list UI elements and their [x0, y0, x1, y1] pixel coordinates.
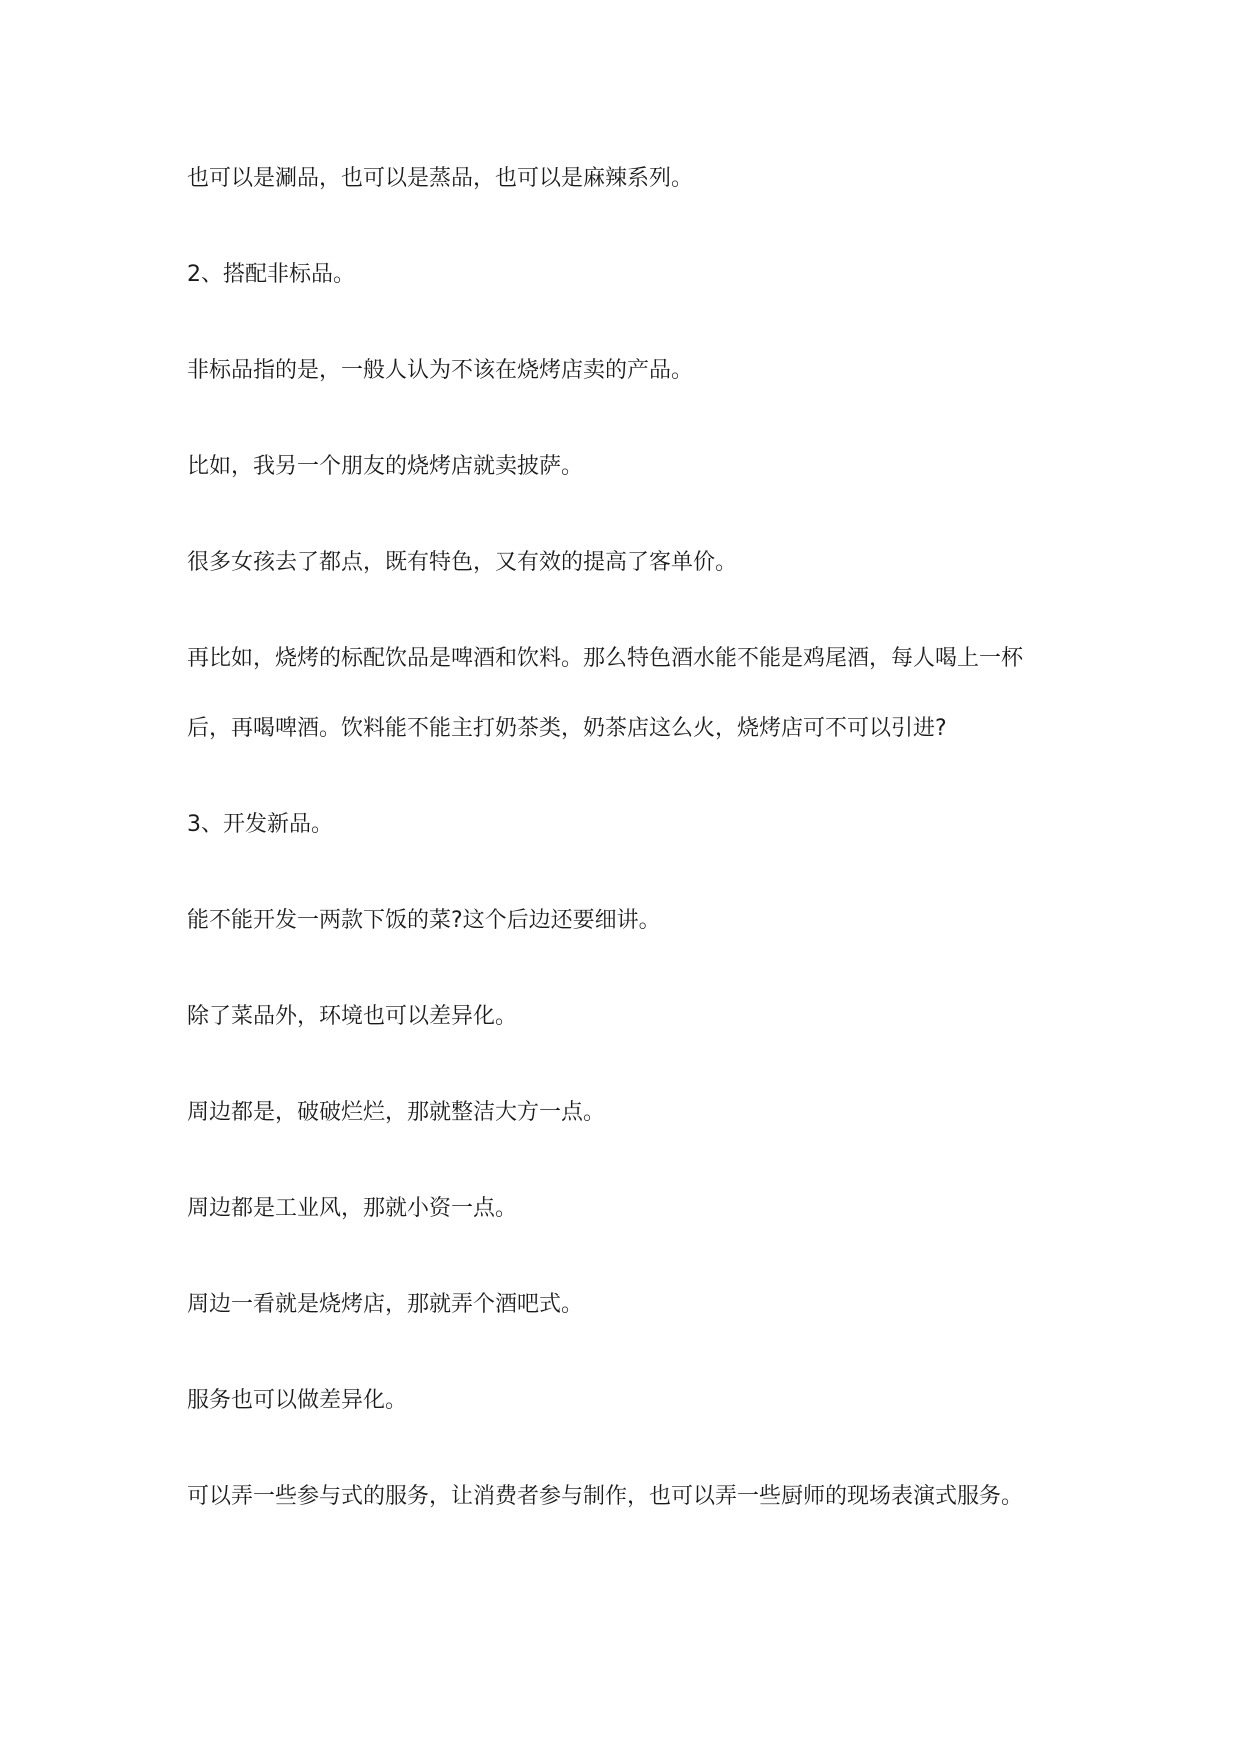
text-line: 周边都是工业风，那就小资一点。 [187, 1196, 518, 1221]
text-line: 再比如，烧烤的标配饮品是啤酒和饮料。那么特色酒水能不能是鸡尾酒，每人喝上一杯 [187, 646, 1024, 671]
text-line: 非标品指的是，一般人认为不该在烧烤店卖的产品。 [187, 358, 694, 383]
text-line: 比如，我另一个朋友的烧烤店就卖披萨。 [187, 454, 584, 479]
text-line: 可以弄一些参与式的服务，让消费者参与制作，也可以弄一些厨师的现场表演式服务。 [187, 1484, 1024, 1509]
text-line: 周边都是，破破烂烂，那就整洁大方一点。 [187, 1100, 606, 1125]
text-line: 2、搭配非标品。 [187, 262, 355, 287]
text-line: 后，再喝啤酒。饮料能不能主打奶茶类，奶茶店这么火，烧烤店可不可以引进? [187, 716, 947, 741]
document-body [187, 166, 1067, 1510]
text-line: 除了菜品外，环境也可以差异化。 [187, 1004, 518, 1029]
text-line: 3、开发新品。 [187, 812, 333, 837]
text-line: 很多女孩去了都点，既有特色，又有效的提高了客单价。 [187, 550, 738, 575]
text-line: 周边一看就是烧烤店，那就弄个酒吧式。 [187, 1292, 584, 1317]
text-line: 服务也可以做差异化。 [187, 1388, 408, 1413]
text-line: 能不能开发一两款下饭的菜?这个后边还要细讲。 [187, 908, 661, 933]
text-line: 也可以是涮品，也可以是蒸品，也可以是麻辣系列。 [187, 166, 694, 191]
